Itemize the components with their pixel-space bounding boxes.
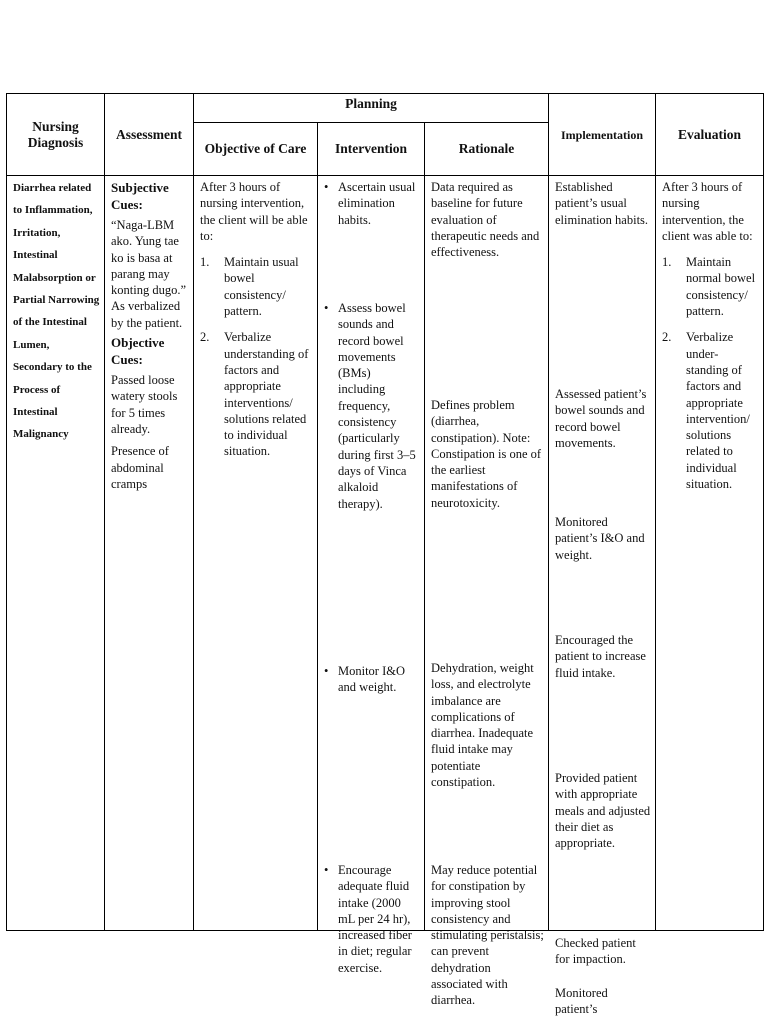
evaluation-cell: [656, 176, 764, 931]
implementation-item: Established patient’s usual elimination habits.: [555, 180, 649, 227]
rationale-item: Dehydration, weight loss, and electrolyte imbalance are complications of diarrhea. Inadequate fluid intake may potentiate constipation.: [431, 661, 534, 790]
evaluation-item: 2. Verbalize under-standing of factors and appropriate intervention/ solutions related to individual situation.: [662, 330, 750, 492]
header-assessment: Assessment: [105, 94, 194, 176]
intervention-item: • Assess bowel sounds and record bowel movements (BMs) including frequency, consistency (particularly during first 3–5 days of Vinca alkaloid therapy).: [324, 301, 416, 511]
header-objective-of-care: Objective of Care: [194, 123, 318, 176]
header-evaluation: Evaluation: [656, 94, 764, 176]
header-nursing-diagnosis: Nursing Diagnosis: [7, 94, 105, 176]
subjective-cues-label: Subjective Cues:: [111, 180, 169, 212]
implementation-item: Assessed patient’s bowel sounds and record bowel movements.: [555, 387, 647, 450]
diagnosis-cell: [7, 176, 105, 931]
assessment-cell: [105, 176, 194, 931]
rationale-cell: [425, 176, 549, 1008]
evaluation-intro: After 3 hours of nursing intervention, the client was able to:: [662, 180, 753, 243]
objective-cue-1: Passed loose watery stools for 5 times already.: [111, 373, 178, 436]
intervention-item: • Encourage adequate fluid intake (2000 mL per 24 hr), increased fiber in diet; regular exercise.: [324, 863, 412, 975]
header-intervention: Intervention: [318, 123, 425, 176]
objective-of-care-cell: [194, 176, 318, 931]
intervention-cell: [318, 176, 425, 975]
header-planning: Planning: [194, 94, 549, 123]
intervention-item: • Monitor I&O and weight.: [324, 664, 406, 695]
intervention-item: • Ascertain usual elimination habits.: [324, 180, 416, 227]
rationale-item: May reduce potential for constipation by improving stool consistency and stimulating peristalsis; can prevent dehydration associated with diarrhea.: [431, 863, 544, 1008]
implementation-item: Monitored patient’s I&O and weight.: [555, 515, 645, 562]
objective-intro: After 3 hours of nursing intervention, the client will be able to:: [200, 180, 308, 243]
objective-cue-2: Presence of abdominal cramps: [111, 444, 169, 491]
header-implementation: Implementation: [549, 94, 656, 176]
implementation-item: Provided patient with appropriate meals and adjusted their diet as appropriate.: [555, 771, 651, 851]
implementation-cell: [549, 176, 656, 1017]
subjective-cues-text: “Naga-LBM ako. Yung tae ko is basa at parang may konting dugo.” As verbalized by the patient.: [111, 218, 186, 330]
rationale-item: Defines problem (diarrhea, constipation). Note: Constipation is one of the earliest manifestations of neurotoxicity.: [431, 398, 542, 510]
rationale-item: Data required as baseline for future evaluation of therapeutic needs and effectiveness.: [431, 180, 540, 260]
implementation-item: Encouraged the patient to increase fluid intake.: [555, 633, 646, 680]
header-rationale: Rationale: [425, 123, 549, 176]
objective-cues-label: Objective Cues:: [111, 335, 165, 368]
evaluation-item: 1. Maintain normal bowel consistency/ pattern.: [662, 255, 756, 319]
objective-item: 1. Maintain usual bowel consistency/ pattern.: [200, 255, 299, 319]
diagnosis-text: Diarrhea related to Inflammation, Irritation, Intestinal Malabsorption or Partial Narrowing of the Intestinal Lumen, Secondary to the Process of Intestinal Malignancy: [13, 182, 100, 441]
implementation-item: Monitored patient’s: [555, 986, 608, 1017]
nursing-care-plan-table: [6, 93, 764, 1017]
objective-item: 2. Verbalize understanding of factors and appropriate interventions/ solutions related to individual situation.: [200, 330, 309, 459]
implementation-item: Checked patient for impaction.: [555, 936, 636, 967]
